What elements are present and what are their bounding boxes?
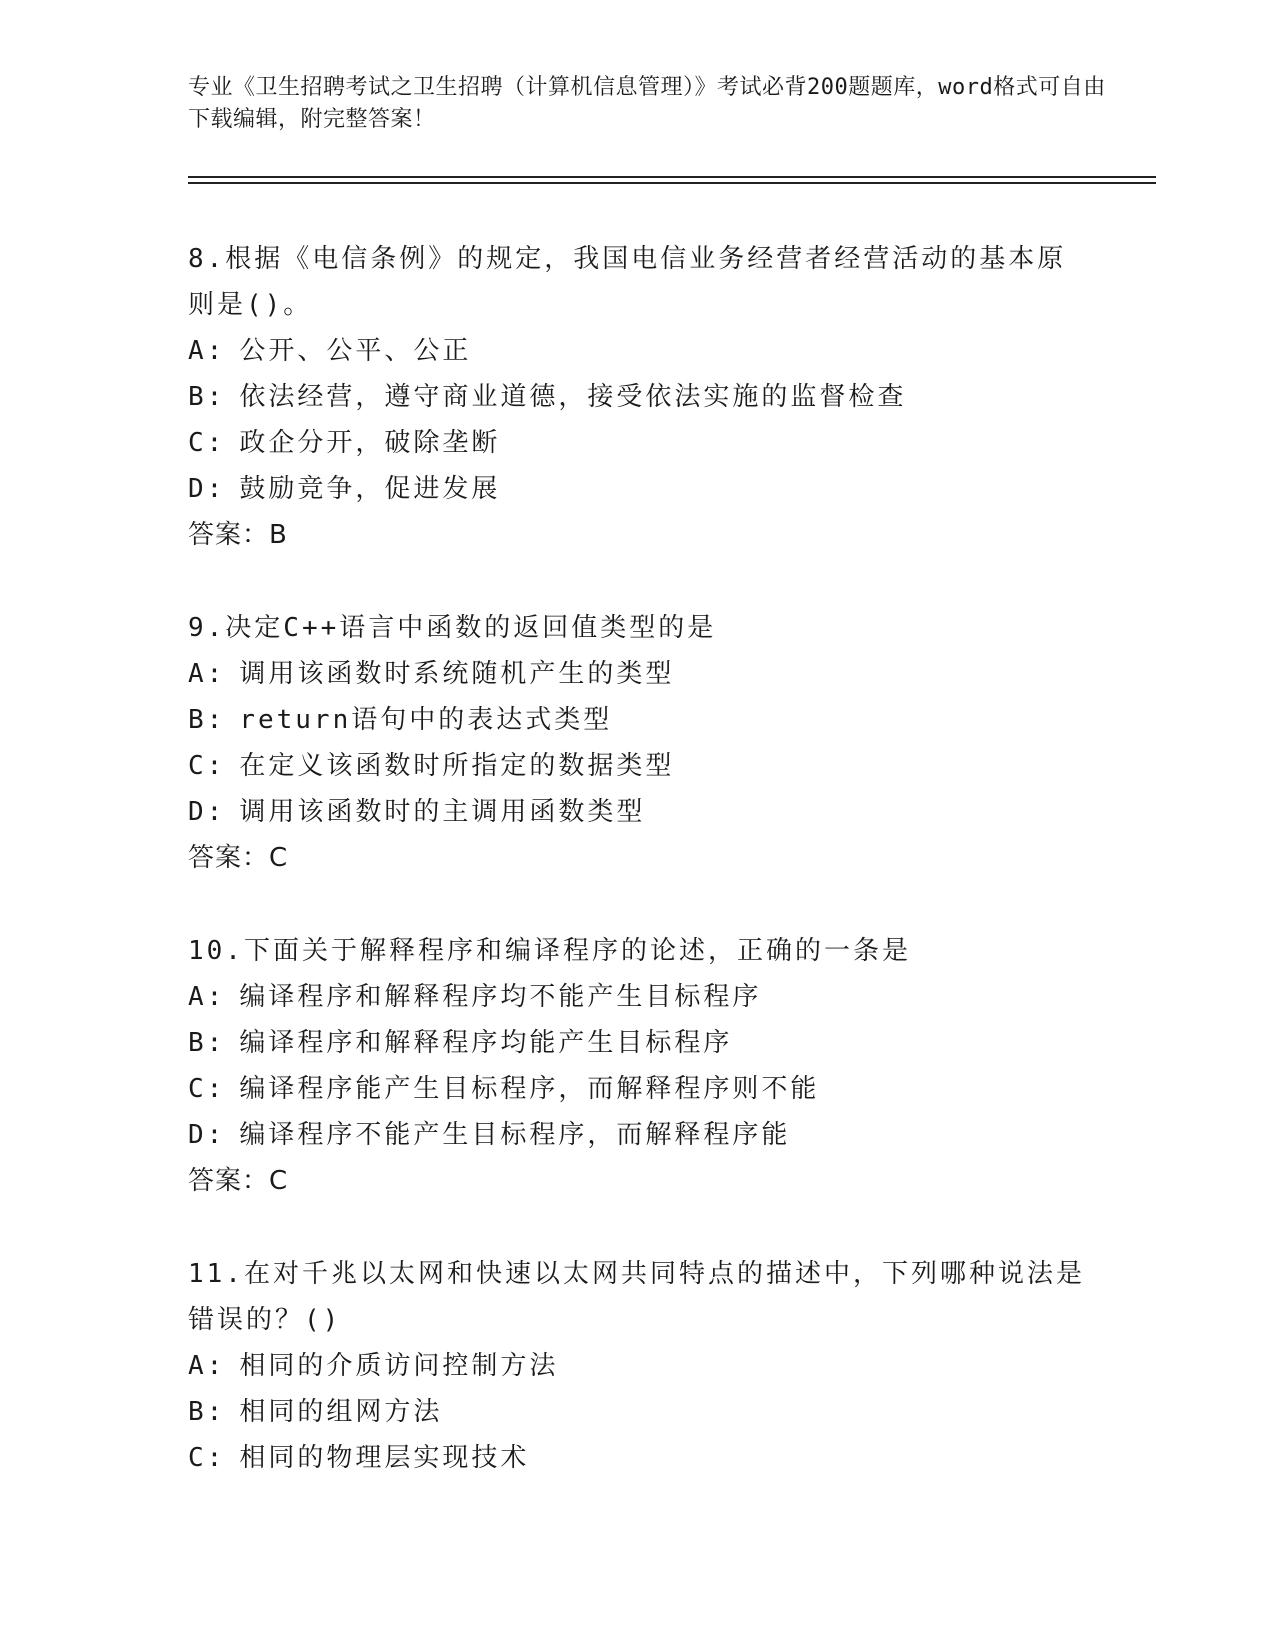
option-letter: C: — [188, 751, 226, 781]
option-letter: A: — [188, 1351, 226, 1381]
question-stem: 9.决定C++语言中函数的返回值类型的是 — [188, 613, 717, 643]
answer-option — [188, 328, 1088, 374]
question-block — [188, 1251, 1088, 1481]
answer-option — [188, 374, 1088, 420]
answer-option — [188, 974, 1088, 1020]
option-text: 编译程序不能产生目标程序，而解释程序能 — [239, 1120, 791, 1150]
option-letter: B: — [188, 1397, 226, 1427]
option-text: 调用该函数时的主调用函数类型 — [239, 797, 646, 827]
option-text: 编译程序和解释程序均不能产生目标程序 — [239, 982, 762, 1012]
option-letter: B: — [188, 1028, 226, 1058]
option-letter: C: — [188, 1074, 226, 1104]
option-letter: D: — [188, 797, 226, 827]
answer-option — [188, 651, 1088, 697]
question-block — [188, 605, 1088, 881]
option-text: 政企分开，破除垄断 — [239, 428, 501, 458]
option-text: 公开、公平、公正 — [239, 336, 472, 366]
option-letter: D: — [188, 1120, 226, 1150]
question-list — [188, 236, 1088, 1528]
option-letter: A: — [188, 982, 226, 1012]
option-letter: B: — [188, 705, 226, 735]
answer-option — [188, 420, 1088, 466]
option-text: 相同的组网方法 — [239, 1397, 443, 1427]
answer-option — [188, 743, 1088, 789]
answer-option — [188, 1343, 1088, 1389]
answer-option — [188, 789, 1088, 835]
answer-key: 答案：B — [188, 520, 288, 550]
question-stem: 10.下面关于解释程序和编译程序的论述，正确的一条是 — [188, 936, 911, 966]
answer-option — [188, 1389, 1088, 1435]
option-letter: A: — [188, 336, 226, 366]
question-block — [188, 236, 1088, 558]
option-text: 调用该函数时系统随机产生的类型 — [239, 659, 675, 689]
answer-option — [188, 1020, 1088, 1066]
option-text: 鼓励竞争，促进发展 — [239, 474, 501, 504]
answer-option — [188, 697, 1088, 743]
answer-option — [188, 1112, 1088, 1158]
document-header: 专业《卫生招聘考试之卫生招聘（计算机信息管理）》考试必背200题题库，word格式可自由下载编辑，附完整答案！ — [188, 75, 1106, 132]
answer-option — [188, 1066, 1088, 1112]
header-divider-top — [188, 176, 1156, 178]
option-letter: D: — [188, 474, 226, 504]
answer-option — [188, 466, 1088, 512]
answer-key: 答案：C — [188, 1166, 289, 1196]
option-letter: C: — [188, 1443, 226, 1473]
option-text: 在定义该函数时所指定的数据类型 — [239, 751, 675, 781]
option-text: 相同的介质访问控制方法 — [239, 1351, 559, 1381]
answer-option — [188, 1435, 1088, 1481]
question-block — [188, 928, 1088, 1204]
option-text: return语句中的表达式类型 — [239, 705, 613, 735]
question-stem: 8.根据《电信条例》的规定，我国电信业务经营者经营活动的基本原则是()。 — [188, 244, 1067, 320]
option-text: 依法经营，遵守商业道德，接受依法实施的监督检查 — [239, 382, 907, 412]
option-text: 编译程序和解释程序均能产生目标程序 — [239, 1028, 733, 1058]
option-text: 编译程序能产生目标程序，而解释程序则不能 — [239, 1074, 820, 1104]
option-letter: C: — [188, 428, 226, 458]
option-letter: A: — [188, 659, 226, 689]
option-letter: B: — [188, 382, 226, 412]
header-divider-bottom — [188, 182, 1156, 184]
option-text: 相同的物理层实现技术 — [239, 1443, 530, 1473]
question-stem: 11.在对千兆以太网和快速以太网共同特点的描述中，下列哪种说法是错误的？() — [188, 1259, 1085, 1335]
answer-key: 答案：C — [188, 843, 289, 873]
